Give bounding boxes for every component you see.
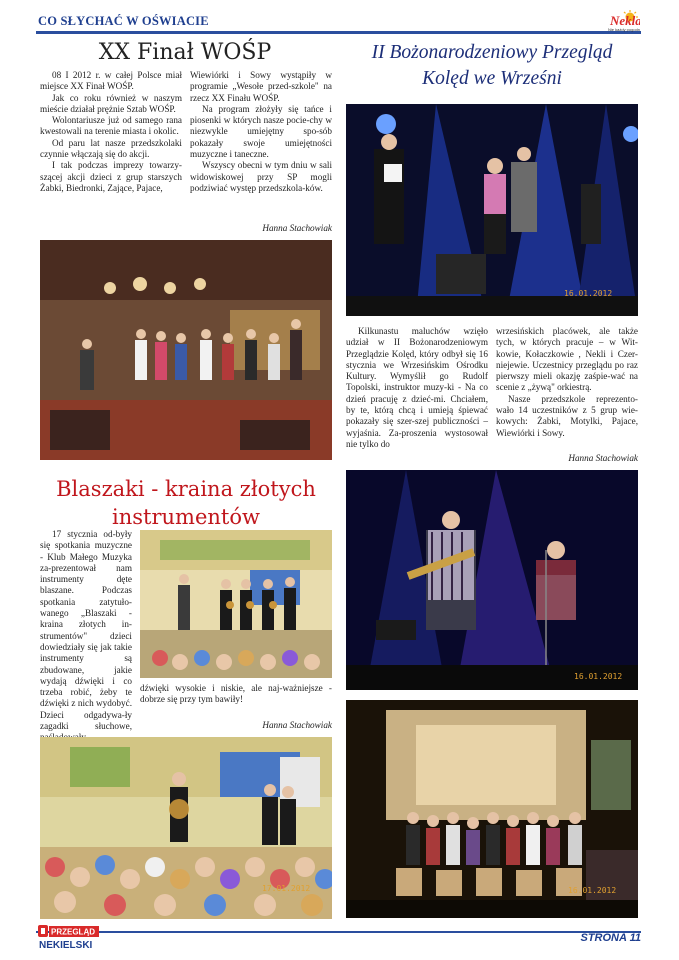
koledy-photo-1: [346, 104, 638, 316]
svg-text:PRZEGLĄD: PRZEGLĄD: [51, 927, 95, 937]
koledy-photo-3-date: 16.01.2012: [568, 886, 617, 895]
footer-rule: [36, 931, 641, 933]
wosp-title: XX Finał WOŚP: [98, 40, 272, 65]
svg-text:Nie każdy pogodny!: Nie każdy pogodny!: [608, 27, 640, 32]
koledy-photo-1-date: 16.01.2012: [564, 289, 613, 298]
blaszaki-photo-1: [140, 530, 332, 678]
koledy-signature: Hanna Stachowiak: [568, 453, 638, 463]
przeglad-nekielski-logo: [38, 922, 100, 954]
svg-text:NEKIELSKI: NEKIELSKI: [39, 940, 93, 951]
wosp-signature: Hanna Stachowiak: [262, 223, 332, 233]
section-label: CO SŁYCHAĆ W OŚWIACIE: [38, 14, 209, 28]
header-rule: [36, 31, 641, 34]
page-number: STRONA 11: [580, 932, 641, 944]
blaszaki-column-1: 17 stycznia od-były się spotkania muzyczne - Klub Małego Muzyka za-prezentował nam instrumenty dęte blaszane. Podczas spotkania zatytuło-wanego „Blaszaki - kraina złotych in-strumentów" dzieci dowiedziały się jak takie instrumenty są zbudowane, jakie wydają dźwięki i co trzeba robić, żeby te dźwięki z nich wydobyć. Dzieci odgadywa-ły zagadki słuchowe,: [40, 529, 132, 732]
wosp-stage-photo: [40, 240, 332, 460]
koledy-column-2: wrzesińskich placówek, ale także tych, w których pracuje – w Wit-kowie, Kołaczkowie , Nekli i Czer-niejewie. Uczestnicy przeglądu po raz pierwszy mieli okazję zaśpie-wać na scenie z „żywą" orkiestrą. Nasze przedszkole reprezento-wało 14 uczestników z 5 grup wie-kowych: Żabki, Motylki, Pajace, Wiewiórki i Sowy.: [496, 326, 638, 438]
koledy-photo-2: [346, 470, 638, 690]
koledy-photo-3: [346, 700, 638, 918]
blaszaki-photo-date: 17.01.2012: [262, 884, 311, 893]
nekla-logo: [588, 10, 640, 32]
blaszaki-title: Blaszaki - kraina złotych instrumentów: [56, 477, 316, 529]
blaszaki-column-2: dźwięki wysokie i niskie, ale naj-ważniejsze - dobrze się przy tym bawiły!: [140, 683, 332, 705]
blaszaki-photo-2: [40, 737, 332, 919]
koledy-title: II Bożonarodzeniowy Przegląd Kolęd we Wrześni: [371, 42, 613, 89]
koledy-column-1: Kilkunastu maluchów wzięło udział w II Bożonarodzeniowym Przeglądzie Kolęd, który odbył się 16 stycznia we Wrzesińskim Ośrodku Kultury. Wymyślił go Rudolf Topolski, instruktor muzy-ki - Na co dzień pracuję z dzieć-mi. Chciałem, by te, którą chcą i umieją śpiewać pokazały się szer-szej publiczności – wyjaśnia. Za-proszenia wystosował nie tylko do: [346, 326, 488, 449]
koledy-photo-2-date: 16.01.2012: [574, 672, 623, 681]
wosp-column-1: 08 I 2012 r. w całej Polsce miał miejsce XX Finał WOŚP. Jak co roku również w naszym mieście działał prężnie Sztab WOŚP. Wolontariusze już od samego rana kwestowali na terenie miasta i okolic. Od paru lat nasze przedszkolaki czynnie włączają się do akcji. I tak podczas imprezy towarzy-szącej akcji dzieci z grup starszych Żabki, Biedronki, Zające, Pajace,: [40, 70, 182, 193]
crest-icon: [38, 925, 48, 937]
wosp-column-2: Wiewiórki i Sowy wystąpiły w programie „Wesołe przed-szkole" na rzecz XX Finału WOŚP. Na program złożyły się tańce i piosenki w których nasze pocie-chy w niezwykle umiejętny spo-sób pokazały swoje umiejętności muzyczne i taneczne. Wszyscy obecni w tym dniu w sali widowiskowej przy SP mogli podziwiać występ przedszkola-ków.: [190, 70, 332, 193]
svg-text:Nekla: Nekla: [610, 13, 640, 28]
blaszaki-signature: Hanna Stachowiak: [262, 720, 332, 730]
